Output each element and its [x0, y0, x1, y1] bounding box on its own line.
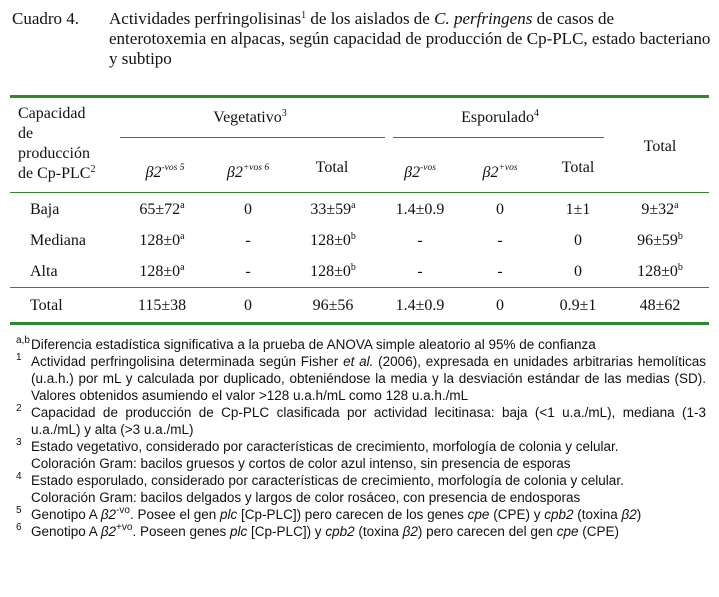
cell-veg-neg: 115±38 — [137, 297, 187, 314]
subheader-esp-total: Total — [561, 159, 595, 176]
caption-text: Actividades perfringolisinas$^1$ de los aislados de C. perfringens de casos de enterotoxemia en alpacas, según capacidad de producción de Cp-PLC, estado bacteriano y subtipo — [109, 9, 711, 68]
cell-esp-pos: - — [497, 263, 503, 280]
cell-veg-total: 96±56 — [312, 297, 354, 314]
row-label: Mediana — [30, 232, 86, 249]
subheader-veg-beta2-neg: $\beta 2^{-vos 5}$ — [145, 163, 185, 181]
footnote-6: 6 Genotipo A $\beta 2^{+vo}$. Poseen genes plc [Cp-PLC]) y cpb2 (toxina β2) pero carecen del gen cpe (CPE) — [16, 522, 619, 539]
cell-veg-total: $128\pm 0^b$ — [310, 262, 356, 280]
cell-esp-pos: - — [497, 232, 503, 249]
cell-total: $9\pm 32^a$ — [641, 200, 679, 218]
cell-esp-neg: - — [417, 263, 423, 280]
table-top-rule — [10, 95, 709, 98]
footnote-ab: a,b Diferencia estadística significativa a la prueba de ANOVA simple aleatorio al 95% de confianza — [16, 335, 596, 352]
cell-esp-total: 1±1 — [565, 201, 591, 218]
cell-veg-pos: 0 — [244, 201, 252, 218]
subheader-veg-beta2-pos: $\beta 2^{+vos 6}$ — [226, 163, 270, 181]
cell-esp-neg: - — [417, 232, 423, 249]
caption-label: Cuadro 4. — [12, 9, 80, 28]
footnote-3: 3 Estado vegetativo, considerado por características de crecimiento, morfología de colonia y celular. Coloración Gram: bacilos gruesos y cortos de color azul intenso, sin presencia de esporas — [16, 437, 619, 471]
esporulado-rule — [393, 137, 604, 138]
subheader-esp-beta2-pos: $\beta 2^{+vos}$ — [482, 163, 518, 181]
cell-veg-neg: $128\pm 0^a$ — [139, 262, 185, 280]
cell-esp-total: 0 — [574, 232, 582, 249]
cell-veg-neg: $65\pm 72^a$ — [139, 200, 185, 218]
table-bottom-rule — [10, 322, 709, 325]
cell-veg-pos: - — [245, 232, 251, 249]
cell-esp-neg: 1.4±0.9 — [395, 297, 445, 314]
row-header: Capacidad de producción de Cp-PLC$^2$ — [18, 105, 96, 182]
row-label: Alta — [30, 263, 58, 280]
row-label: Total — [30, 297, 63, 314]
table-footnotes — [16, 336, 706, 540]
species-name: C. perfringens — [434, 9, 533, 28]
cell-esp-total: 0.9±1 — [559, 297, 597, 314]
cell-veg-total: $128\pm 0^b$ — [310, 231, 356, 249]
cell-esp-total: 0 — [574, 263, 582, 280]
cell-esp-neg: 1.4±0.9 — [395, 201, 445, 218]
cell-veg-pos: 0 — [244, 297, 252, 314]
total-row-rule — [10, 287, 709, 288]
cell-veg-total: $33\pm 59^a$ — [310, 200, 356, 218]
cell-total: 48±62 — [639, 297, 681, 314]
caption-footnote-ref: 1 — [301, 10, 307, 21]
group-header-esporulado: Esporulado$^4$ — [461, 108, 539, 126]
group-header-vegetativo: Vegetativo$^3$ — [213, 108, 287, 126]
footnote-4: 4 Estado esporulado, considerado por características de crecimiento, morfología de colonia y celular. Coloración Gram: bacilos delgados y largos de color rosáceo, con presencia de endosporas — [16, 471, 624, 505]
cell-total: $128\pm 0^b$ — [637, 262, 683, 280]
footnote-5: 5 Genotipo A $\beta 2^{-vo}$. Posee el gen plc [Cp-PLC]) pero carecen de los genes cpe (CPE) y cpb2 (toxina β2) — [16, 505, 642, 522]
cell-veg-pos: - — [245, 263, 251, 280]
subheader-esp-beta2-neg: $\beta 2^{-vos}$ — [404, 163, 436, 181]
cell-esp-pos: 0 — [496, 201, 504, 218]
cell-esp-pos: 0 — [496, 297, 504, 314]
footnote-1: 1 Actividad perfringolisina determinada según Fisher et al. (2006), expresada en unidades arbitrarias hemolíticas (u.a.h.) por mL y calculada por duplicado, obteniéndose la media y la desviación estándar de las medias (SD). Valores obtenidos asumiendo el valor >128 u.a.h/mL como 128 u.a.h./mL — [16, 352, 707, 403]
row-label: Baja — [30, 201, 60, 218]
footnote-2: 2 Capacidad de producción de Cp-PLC clasificada por actividad lecitinasa: baja (<1 u.a./mL), mediana (1-3 u.a./mL) y alta (>3 u.a./mL) — [16, 403, 706, 437]
cell-total: $96\pm 59^b$ — [637, 231, 683, 249]
cell-veg-neg: $128\pm 0^a$ — [139, 231, 185, 249]
column-header-total: Total — [643, 138, 677, 155]
header-bottom-rule — [10, 192, 709, 193]
subheader-veg-total: Total — [315, 159, 349, 176]
table-caption — [12, 9, 712, 69]
vegetativo-rule — [120, 137, 385, 138]
